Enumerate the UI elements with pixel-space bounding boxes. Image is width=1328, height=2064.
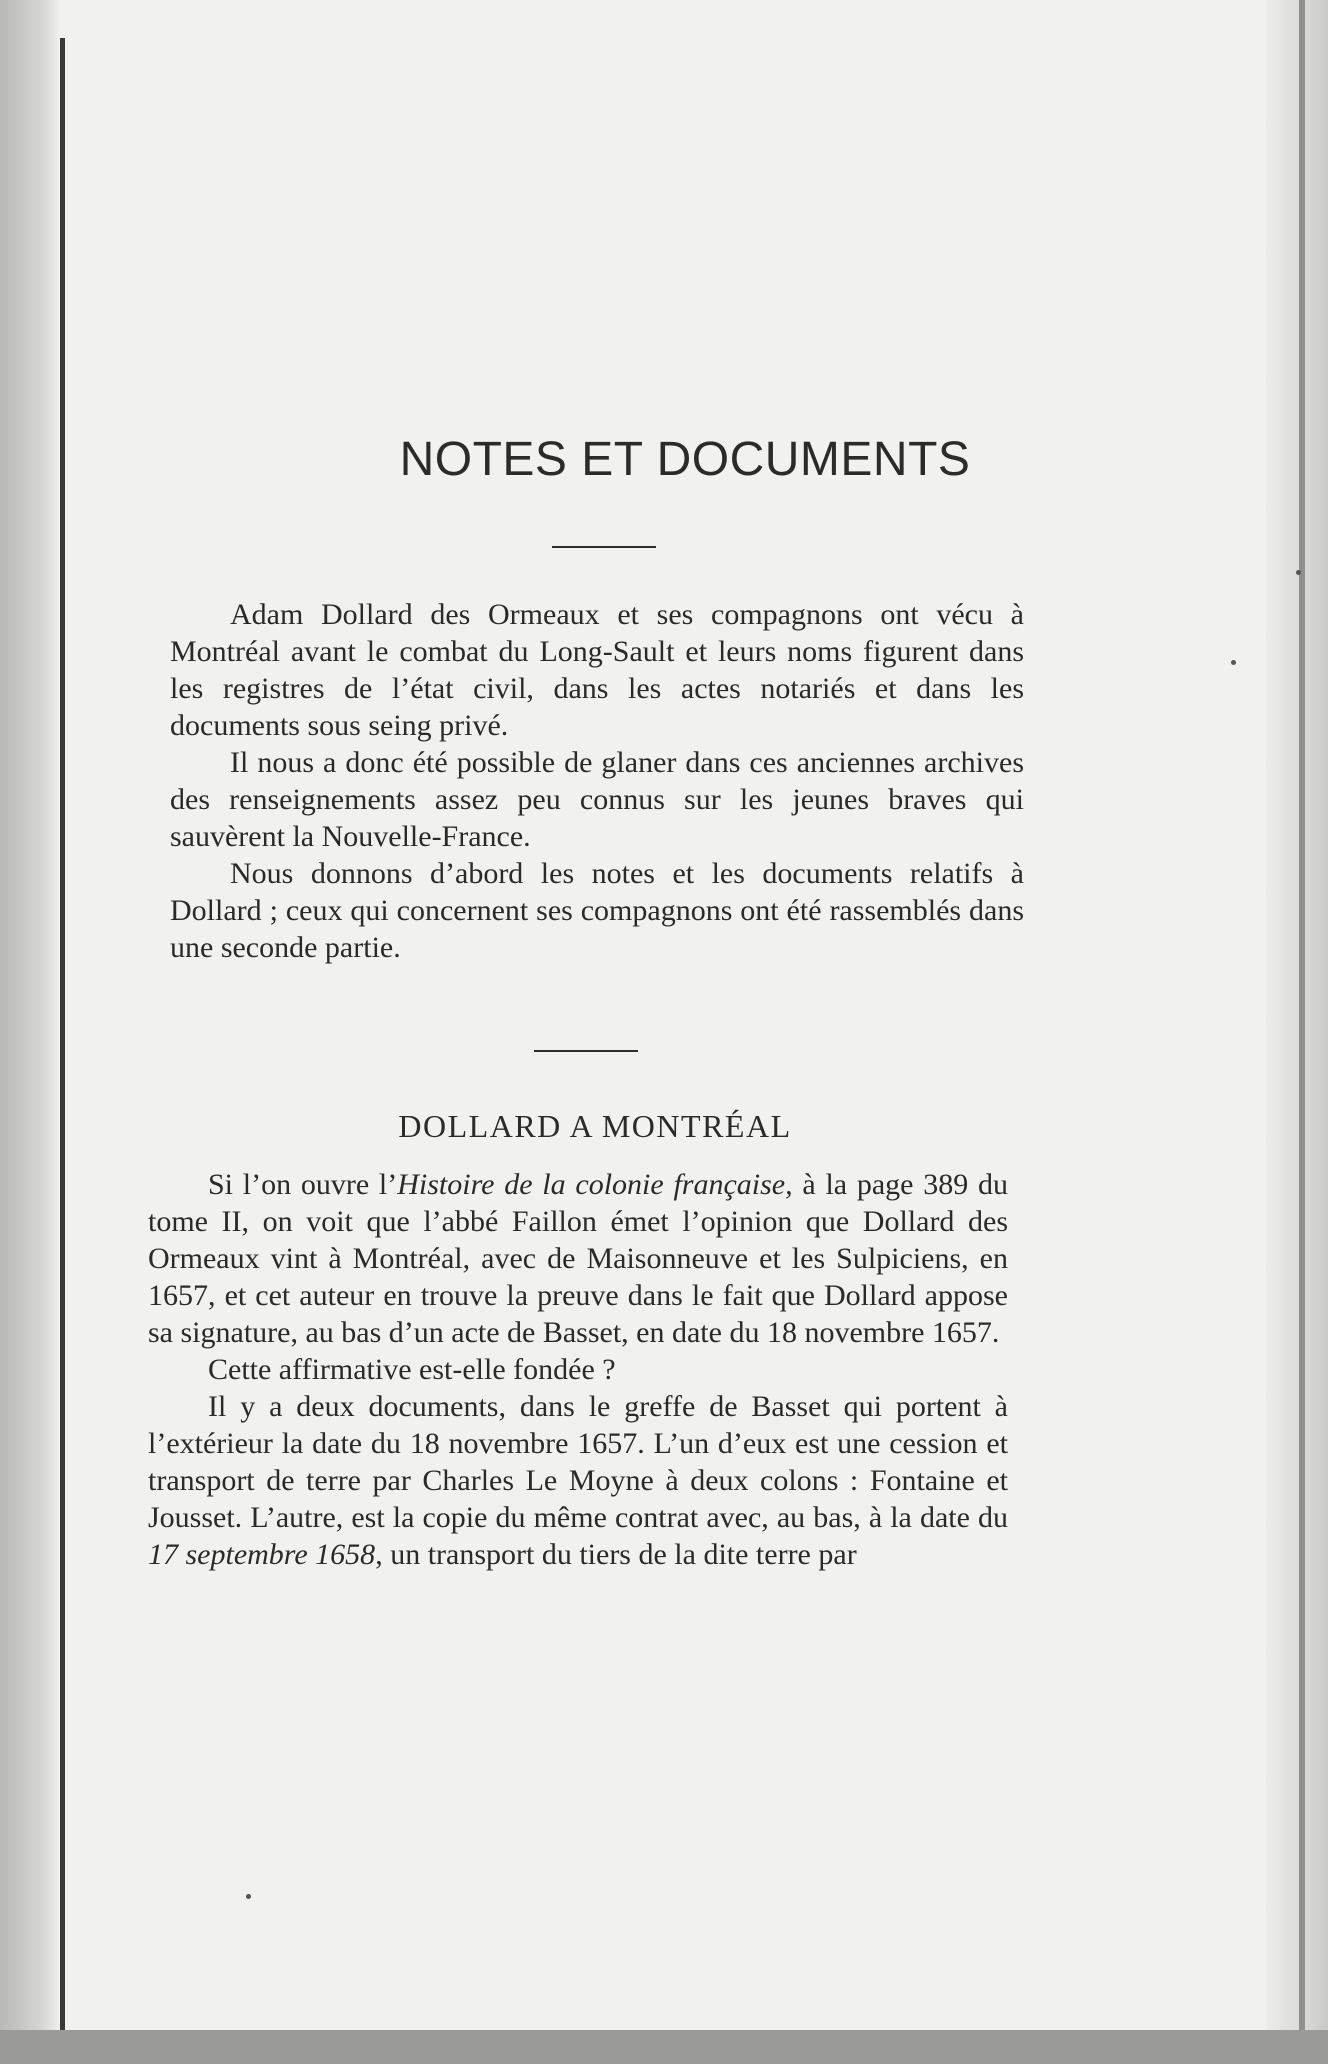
book-title: Histoire de la colonie française,	[397, 1168, 793, 1201]
intro-paragraph: Nous donnons d’abord les notes et les documents relatifs à Dollard ; ceux qui concernent ses compagnons ont été rassemblés dans une seconde partie.	[170, 857, 1024, 964]
page-heading: NOTES ET DOCUMENTS	[399, 433, 971, 486]
binding-edge	[60, 38, 65, 2033]
paragraph-text: Il y a deux documents, dans le greffe de Basset qui portent à l’extérieur la date du 18 novembre 1657. L’un d’eux est une cession et transport de terre par Charles Le Moyne à deux colons : Fontaine et Jousset. L’autre, est la copie du même contrat avec, au bas, à la date du	[148, 1390, 1008, 1534]
intro-paragraph: Il nous a donc été possible de glaner dans ces anciennes archives des renseignements assez peu connus sur les jeunes braves qui sauvèrent la Nouvelle-France.	[170, 746, 1024, 853]
intro-paragraph: Adam Dollard des Ormeaux et ses compagnons ont vécu à Montréal avant le combat du Long-Sault et leurs noms figurent dans les registres de l’état civil, dans les actes notariés et dans les documents sous seing privé.	[170, 598, 1024, 742]
scan-bottom-margin	[0, 2030, 1328, 2064]
section-paragraph	[148, 1388, 1008, 1573]
section-title: DOLLARD A MONTRÉAL	[398, 1108, 792, 1144]
scan-speck	[1231, 660, 1236, 665]
page-right-edge-shadow	[1266, 0, 1328, 2064]
heading-divider	[552, 546, 656, 548]
section-divider	[534, 1050, 638, 1052]
page-gutter-shadow	[0, 0, 60, 2064]
paragraph-text: à la page 389 du tome II, on voit que l’abbé Faillon émet l’opinion que Dollard des Ormeaux vint à Montréal, avec de Maisonneuve et les Sulpiciens, en 1657, et cet auteur en trouve la preuve dans le fait que Dollard appose sa signature, au bas d’un acte de Basset, en date du 18 novembre 1657.	[148, 1168, 1008, 1349]
italic-date: 17 septembre 1658	[148, 1538, 376, 1571]
paragraph-text: , un transport du tiers de la dite terre par	[375, 1538, 857, 1571]
scan-speck	[1296, 570, 1301, 575]
intro-text	[170, 596, 1024, 966]
scan-speck	[246, 1894, 251, 1899]
section-text	[148, 1166, 1008, 1573]
page-right-edge	[1299, 0, 1305, 2064]
paragraph-text: Si l’on ouvre l’	[208, 1168, 398, 1201]
section-paragraph: Cette affirmative est-elle fondée ?	[208, 1353, 616, 1386]
section-paragraph	[148, 1166, 1008, 1351]
